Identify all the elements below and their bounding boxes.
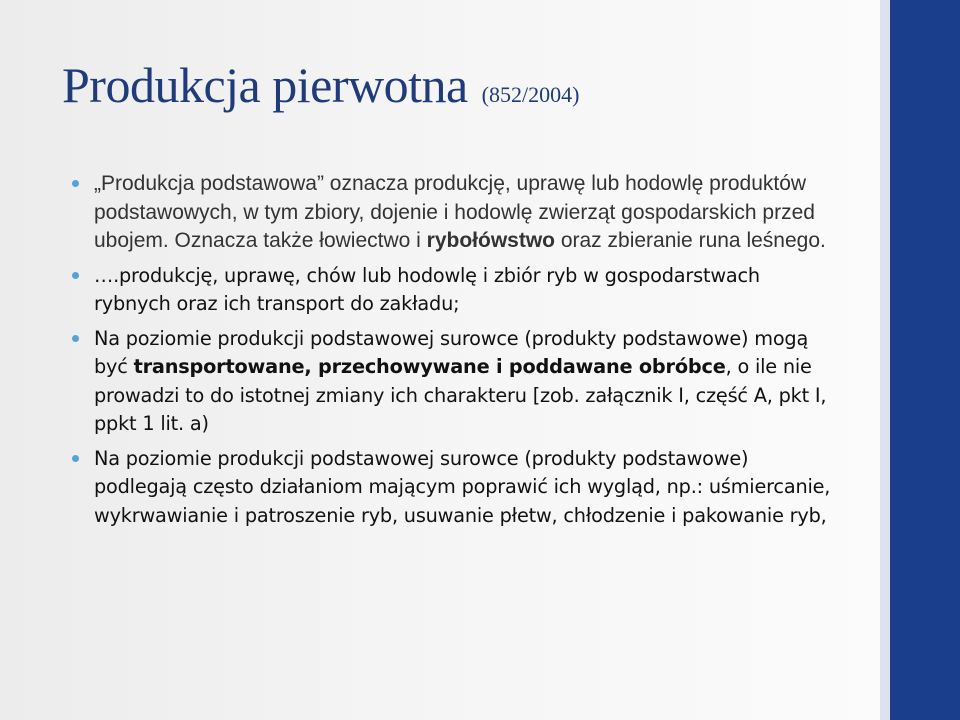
bullet-text: oraz zbieranie runa leśnego. xyxy=(555,229,826,252)
slide-title xyxy=(62,56,579,114)
bullet-item-1 xyxy=(72,170,842,256)
bullet-list xyxy=(72,170,842,536)
side-bar-highlight xyxy=(880,0,890,720)
bullet-item-2 xyxy=(72,262,842,319)
bullet-text: Na poziomie produkcji podstawowej surowce (produkty podstawowe) podlegają często działaniom mającym poprawić ich wygląd, np.: uśmiercanie, wykrwawianie i patroszenie ryb, usuwanie płetw, chłodzenie i pakowanie ryb, xyxy=(94,446,831,527)
side-accent-bar xyxy=(890,0,960,720)
title-note: (852/2004) xyxy=(481,82,580,107)
bullet-dot-icon xyxy=(72,335,79,342)
bullet-text: „Produkcja podstawowa” oznacza produkcję, uprawę lub hodowlę produktów podstawowych, w tym zbiory, dojenie i hodowlę zwierząt gospodarskich przed ubojem. Oznacza także łowiectwo i xyxy=(94,172,815,252)
bullet-text: , o ile nie prowadzi to do istotnej zmiany ich charakteru [zob. załącznik I, część A, pkt I, ppkt 1 lit. a) xyxy=(94,355,827,435)
bullet-dot-icon xyxy=(72,272,79,279)
bullet-text-bold: rybołówstwo xyxy=(426,229,555,252)
bullet-text-bold: transportowane, przechowywane i poddawane obróbce xyxy=(133,355,726,378)
bullet-text: ….produkcję, uprawę, chów lub hodowlę i zbiór ryb w gospodarstwach rybnych oraz ich transport do zakładu; xyxy=(94,263,760,315)
bullet-dot-icon xyxy=(72,455,79,462)
bullet-text: Na poziomie produkcji podstawowej surowce (produkty podstawowe) mogą być xyxy=(94,326,809,378)
title-main: Produkcja pierwotna xyxy=(62,57,468,113)
bullet-item-4 xyxy=(72,445,842,531)
bullet-dot-icon xyxy=(72,180,79,187)
bullet-item-3 xyxy=(72,325,842,439)
